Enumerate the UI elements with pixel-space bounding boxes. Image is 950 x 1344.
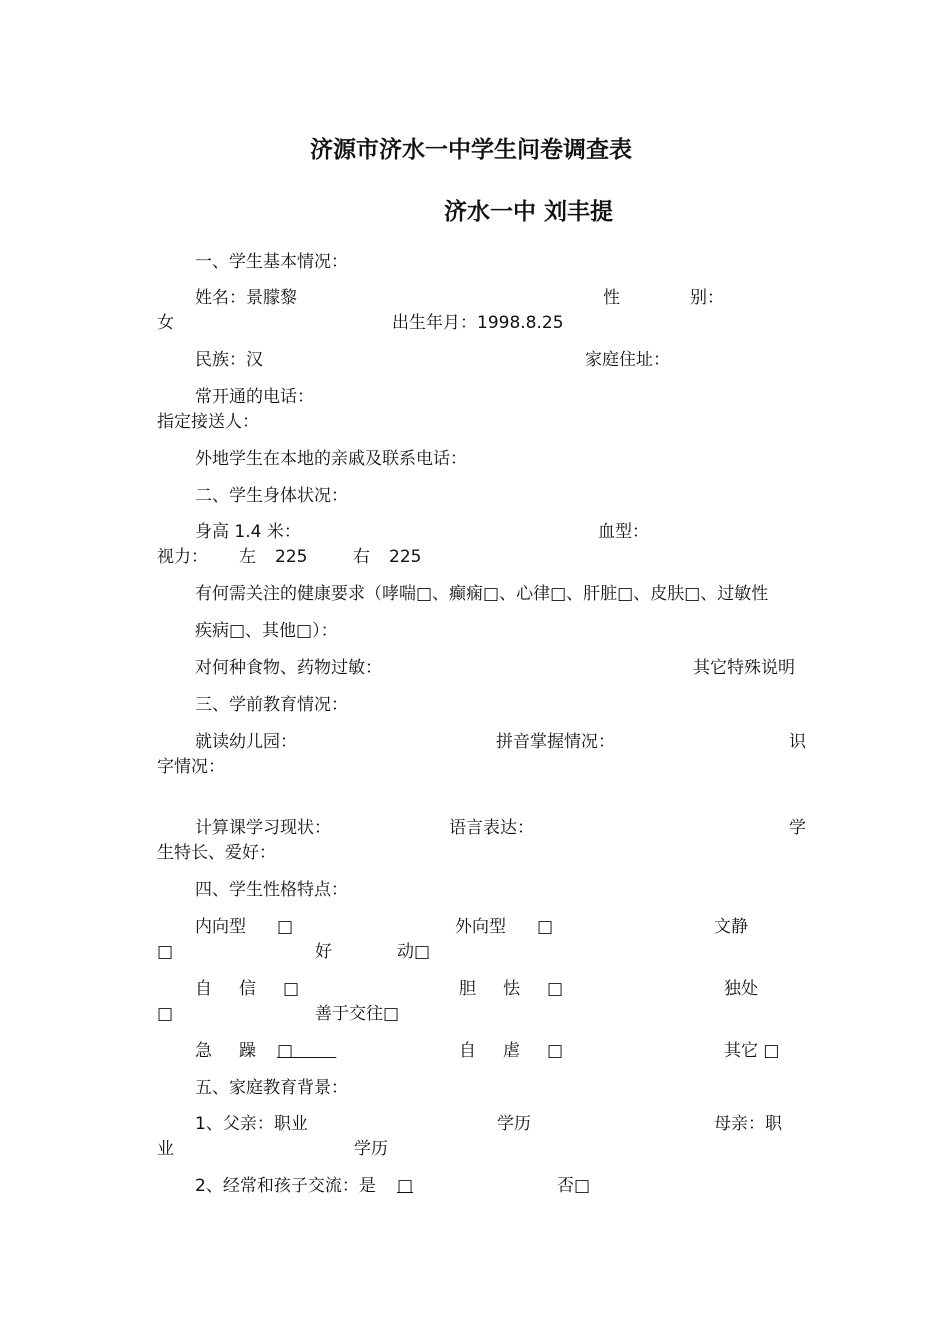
health-requirements-line1: 有何需关注的健康要求（哮喘□、癫痫□、心律□、肝脏□、皮肤□、过敏性 [195,584,769,604]
vision-label: 视力： [157,547,208,567]
allergy-field: 对何种食物、药物过敏： [195,658,382,678]
extrovert-checkbox[interactable]: □ [537,917,554,937]
gender-value: 女 [157,313,174,333]
gender-label-part2: 别： [690,288,724,308]
section-2-heading: 二、学生身体状况： [195,486,348,506]
literacy-field-part1: 识 [789,732,806,752]
impatient-checkbox-box: □ [277,1041,294,1061]
father-occupation-field: 1、父亲：职业 [195,1114,308,1134]
timid-checkbox[interactable]: □ [547,979,564,999]
impatient-label-part2: 躁 [239,1041,256,1061]
quiet-checkbox[interactable]: □ [157,942,174,962]
talent-field-part1: 学 [789,818,806,838]
pickup-field: 指定接送人： [157,412,259,432]
introvert-label: 内向型 [195,917,246,937]
confident-label-part1: 自 [195,979,212,999]
nation-field: 民族：汉 [195,350,263,370]
math-field: 计算课学习现状： [195,818,331,838]
mother-education-field: 学历 [354,1139,388,1159]
impatient-label-part1: 急 [195,1041,212,1061]
section-5-heading: 五、家庭教育背景： [195,1078,348,1098]
vision-right-label: 右 [353,547,370,567]
address-field: 家庭住址： [585,350,670,370]
selfharm-checkbox[interactable]: □ [547,1041,564,1061]
talent-field-part2: 生特长、爱好： [157,843,276,863]
vision-left-label: 左 [239,547,256,567]
health-requirements-line2: 疾病□、其他□）： [195,621,338,641]
timid-label-part2: 怯 [503,979,520,999]
mother-occupation-field-part1: 母亲：职 [714,1114,782,1134]
relative-field: 外地学生在本地的亲戚及联系电话： [195,449,467,469]
active-label-part1: 好 [315,942,332,962]
document-title: 济源市济水一中学生问卷调查表 [310,137,632,163]
phone-field: 常开通的电话： [195,387,314,407]
gender-label-part1: 性 [603,288,620,308]
introvert-checkbox[interactable]: □ [277,917,294,937]
extrovert-label: 外向型 [455,917,506,937]
special-note-field: 其它特殊说明 [693,658,795,678]
literacy-field-part2: 字情况： [157,757,225,777]
height-field: 身高 1.4 米： [195,522,301,542]
impatient-checkbox[interactable] [277,1041,336,1061]
section-1-heading: 一、学生基本情况： [195,252,348,272]
communication-question: 2、经常和孩子交流：是 [195,1176,376,1196]
confident-label-part2: 信 [239,979,256,999]
mother-occupation-field-part2: 业 [157,1139,174,1159]
communication-no-option[interactable]: 否□ [557,1176,591,1196]
vision-left-value: 225 [275,547,308,567]
vision-right-value: 225 [389,547,422,567]
selfharm-label-part2: 虐 [503,1041,520,1061]
birth-field: 出生年月：1998.8.25 [392,313,564,333]
quiet-label: 文静 [714,917,748,937]
blood-type-field: 血型： [598,522,649,542]
alone-label: 独处 [724,979,758,999]
confident-checkbox[interactable]: □ [283,979,300,999]
social-label-with-checkbox[interactable]: 善于交往□ [315,1004,400,1024]
selfharm-label-part1: 自 [459,1041,476,1061]
document-author: 济水一中 刘丰提 [444,199,614,225]
kindergarten-field: 就读幼儿园： [195,732,297,752]
section-4-heading: 四、学生性格特点： [195,880,348,900]
active-label-with-checkbox[interactable]: 动□ [397,942,431,962]
father-education-field: 学历 [497,1114,531,1134]
communication-yes-checkbox[interactable]: □ [397,1176,414,1196]
language-field: 语言表达： [449,818,534,838]
pinyin-field: 拼音掌握情况： [496,732,615,752]
name-field: 姓名：景朦黎 [195,288,297,308]
alone-checkbox[interactable]: □ [157,1004,174,1024]
timid-label-part1: 胆 [459,979,476,999]
section-3-heading: 三、学前教育情况： [195,695,348,715]
other-trait-label-with-checkbox[interactable]: 其它 □ [724,1041,780,1061]
